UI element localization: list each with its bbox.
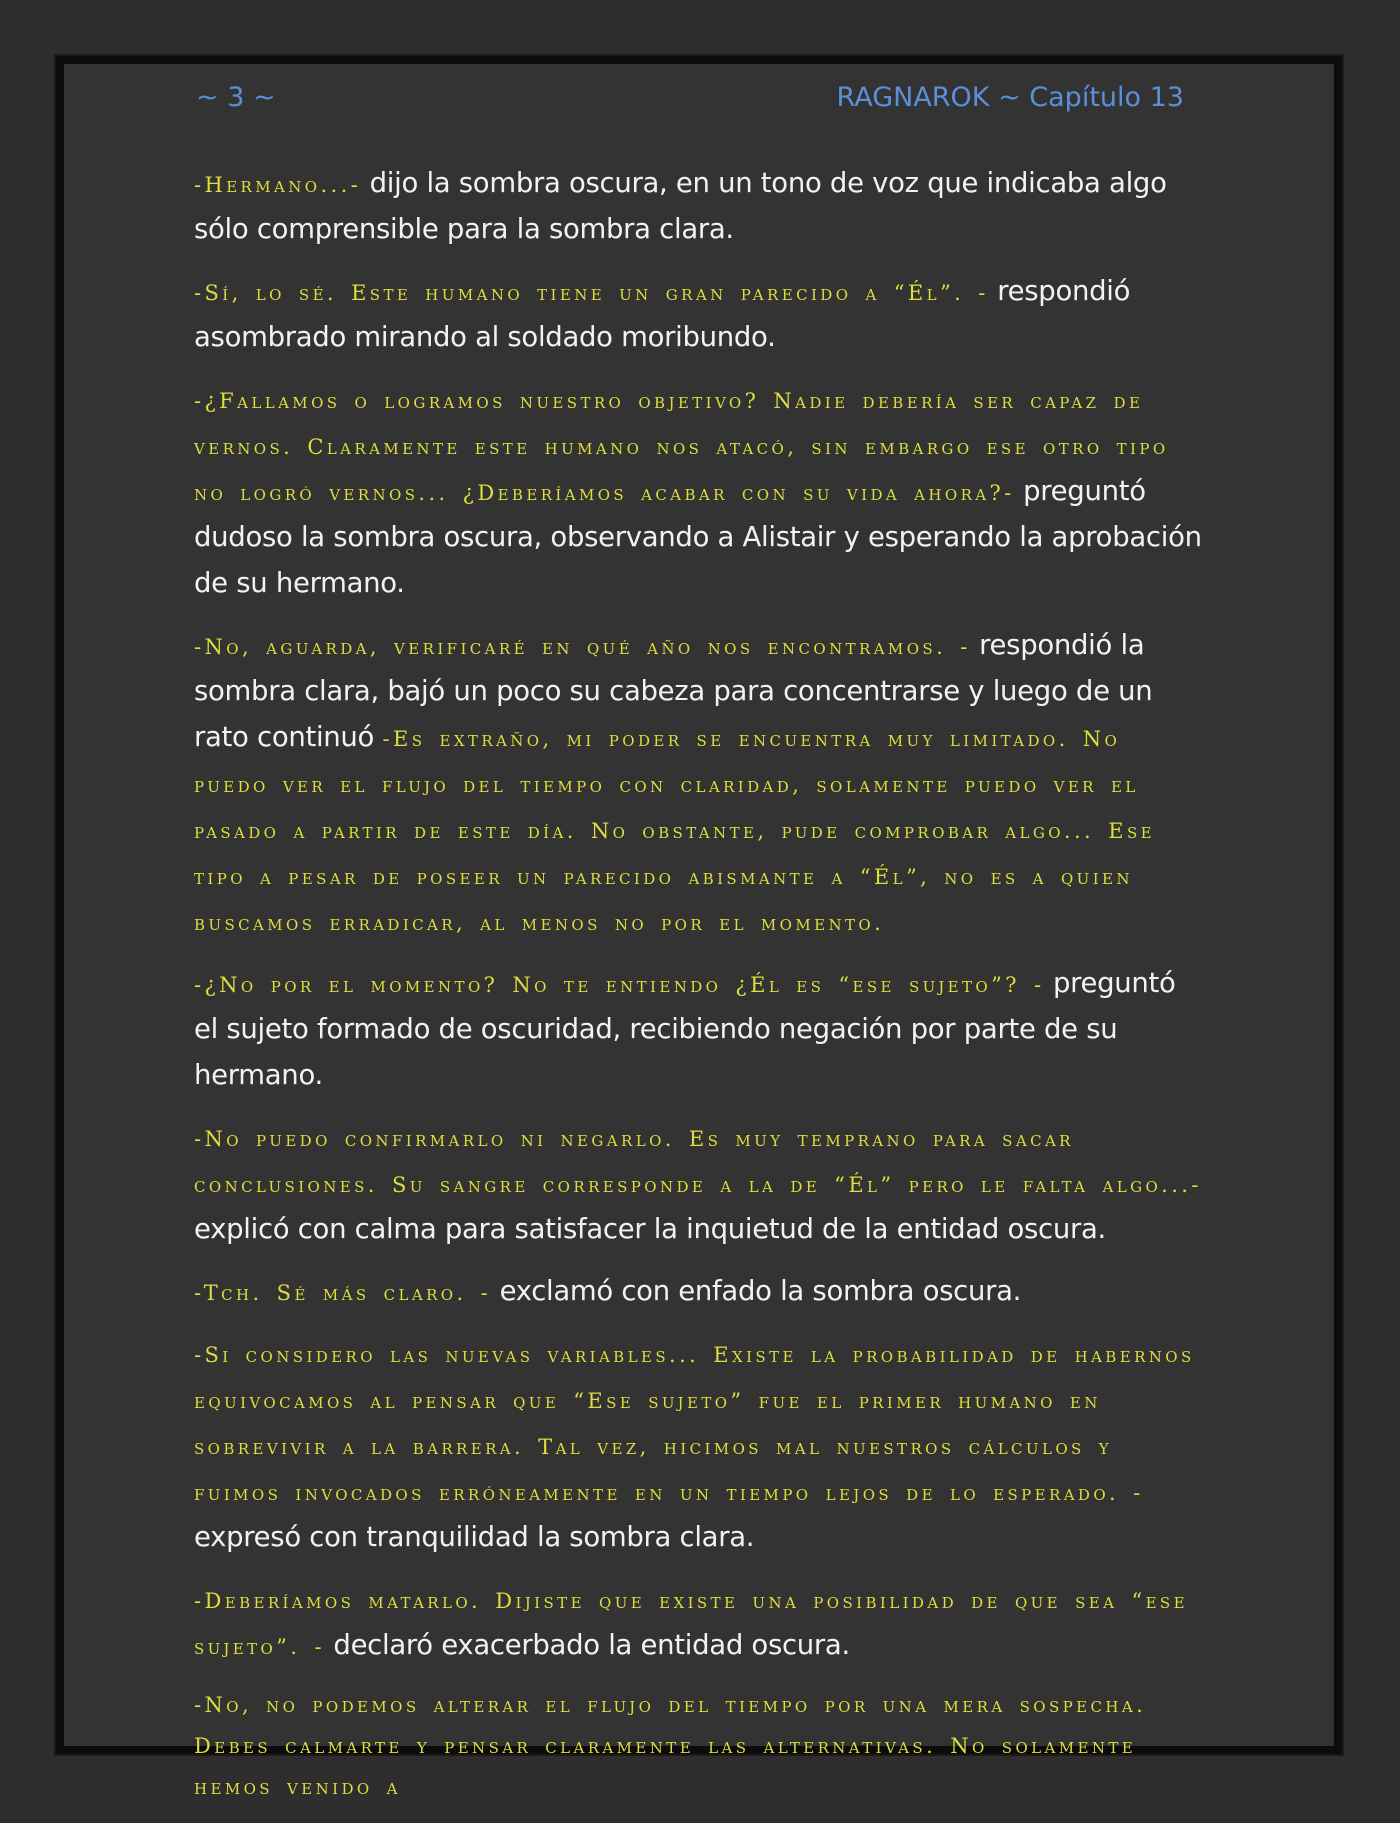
- dialogue: -Si considero las nuevas variables... Existe la probabilidad de habernos equivocamos al pensar que “Ese sujeto” fue el primer humano en sobrevivir a la barrera. Tal vez, hicimos mal nuestros cálculos y fuimos invocados erróneamente en un tiempo lejos de lo esperado. -: [194, 1343, 1195, 1505]
- narration: respondió asombrado mirando al soldado moribundo.: [194, 275, 1131, 353]
- dialogue: -No, no podemos alterar el flujo del tiempo por una mera sospecha. Debes calmarte y pensar claramente las alternativas. No solamente hemos venido a: [194, 1693, 1147, 1799]
- narration: preguntó dudoso la sombra oscura, observando a Alistair y esperando la aprobación de su hermano.: [194, 475, 1202, 599]
- dialogue-continued: -Es extraño, mi poder se encuentra muy limitado. No puedo ver el flujo del tiempo con claridad, solamente puedo ver el pasado a partir de este día. No obstante, pude comprobar algo... Ese tipo a pesar de poseer un parecido abismante a “Él”, no es a quien buscamos erradicar, al menos no por el momento.: [194, 727, 1155, 935]
- narration: respondió la sombra clara, bajó un poco su cabeza para concentrarse y luego de un rato continuó: [194, 629, 1153, 753]
- paragraph-9: [194, 1576, 1204, 1668]
- paragraph-7: [194, 1268, 1204, 1314]
- dialogue: -Tch. Sé más claro. -: [194, 1281, 492, 1305]
- chapter-text: [194, 160, 1204, 1823]
- dialogue: -No, aguarda, verificaré en qué año nos encontramos. -: [194, 635, 971, 659]
- narration: declaró exacerbado la entidad oscura.: [324, 1629, 850, 1661]
- dialogue: -¿Fallamos o logramos nuestro objetivo? Nadie debería ser capaz de vernos. Claramente este humano nos atacó, sin embargo ese otro tipo no logró vernos... ¿Deberíamos acabar con su vida ahora?-: [194, 389, 1169, 505]
- dialogue: -¿No por el momento? No te entiendo ¿Él es “ese sujeto”? -: [194, 973, 1045, 997]
- dialogue: -No puedo confirmarlo ni negarlo. Es muy temprano para sacar conclusiones. Su sangre corresponde a la de “Él” pero le falta algo...-: [194, 1127, 1202, 1197]
- paragraph-4: [194, 622, 1204, 944]
- dialogue: -Hermano...-: [194, 173, 362, 197]
- page-header: [196, 82, 1184, 122]
- narration: dijo la sombra oscura, en un tono de voz que indicaba algo sólo comprensible para la sombra clara.: [194, 167, 1167, 245]
- dialogue: -Sí, lo sé. Este humano tiene un gran parecido a “Él”. -: [194, 281, 989, 305]
- paragraph-5: [194, 960, 1204, 1098]
- dialogue: -Deberíamos matarlo. Dijiste que existe una posibilidad de que sea “ese sujeto”. -: [194, 1589, 1188, 1659]
- page-number: ~ 3 ~: [196, 82, 276, 113]
- narration: expresó con tranquilidad la sombra clara.: [194, 1521, 755, 1553]
- paragraph-10: [194, 1684, 1204, 1807]
- paragraph-8: [194, 1330, 1204, 1560]
- narration: explicó con calma para satisfacer la inquietud de la entidad oscura.: [194, 1213, 1106, 1245]
- narration: preguntó el sujeto formado de oscuridad, recibiendo negación por parte de su hermano.: [194, 967, 1176, 1091]
- paragraph-2: [194, 268, 1204, 360]
- paragraph-6: [194, 1114, 1204, 1252]
- narration: exclamó con enfado la sombra oscura.: [491, 1275, 1022, 1307]
- chapter-title: RAGNAROK ~ Capítulo 13: [836, 82, 1184, 113]
- paragraph-1: [194, 160, 1204, 252]
- paragraph-3: [194, 376, 1204, 606]
